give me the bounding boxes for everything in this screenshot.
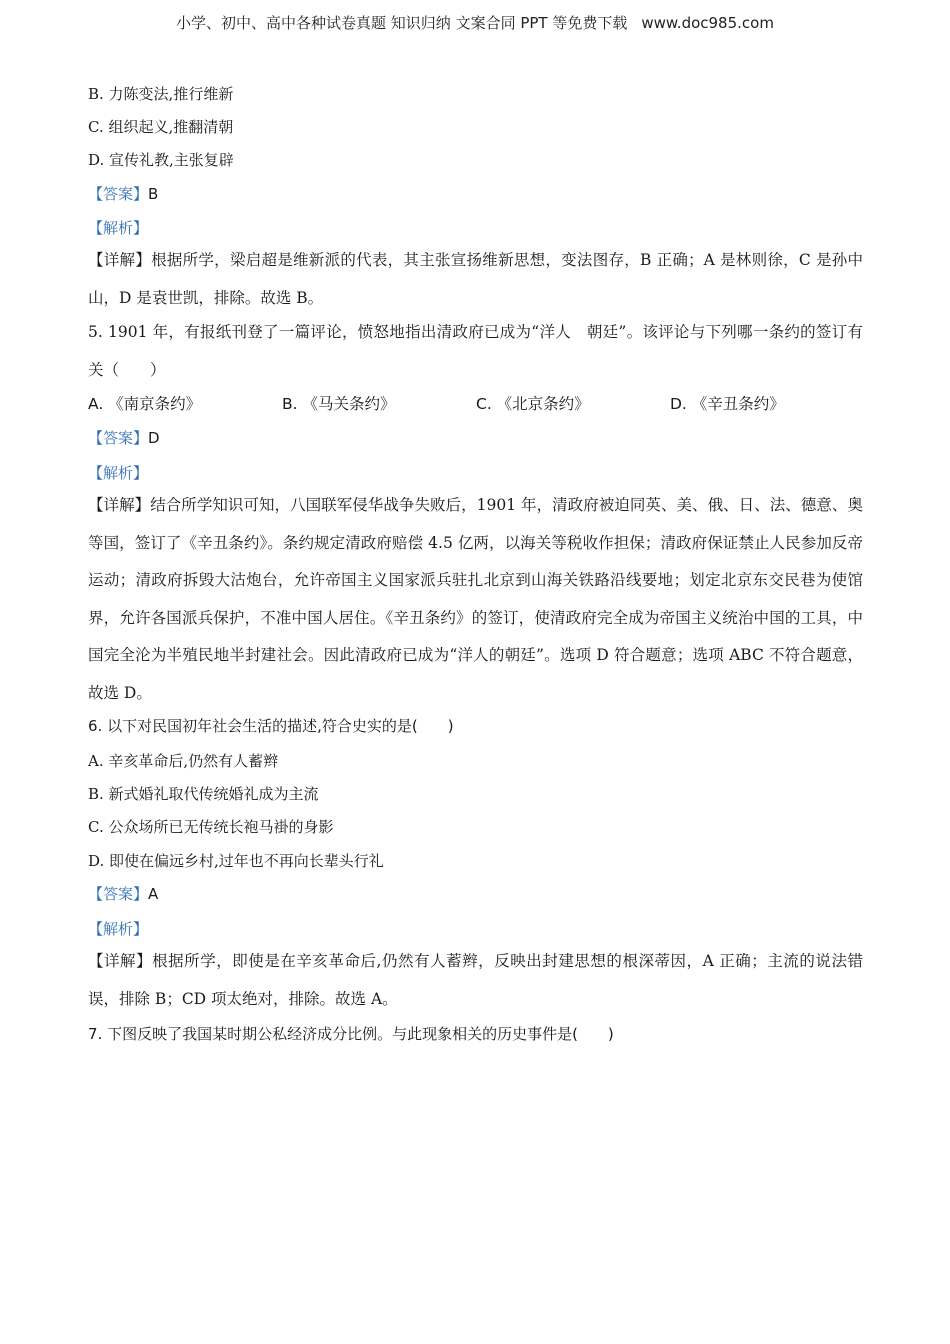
q6-option-b: B. 新式婚礼取代传统婚礼成为主流 <box>88 785 319 803</box>
q4-analysis-label: 【解析】 <box>88 219 149 237</box>
q5-option-c: C. 《北京条约》 <box>476 395 590 413</box>
detail-label: 【详解】 <box>88 251 152 269</box>
answer-label: 【答案】 <box>88 885 149 903</box>
detail-label: 【详解】 <box>88 952 153 970</box>
q7-question: 7. 下图反映了我国某时期公私经济成分比例。与此现象相关的历史事件是( ) <box>88 1025 614 1043</box>
q5-question: 5. 1901 年，有报纸刊登了一篇评论，愤怒地指出清政府已成为“洋人 朝廷”。该评论与下列哪一条约的签订有关（ ） <box>88 323 863 379</box>
q6-option-c: C. 公众场所已无传统长袍马褂的身影 <box>88 818 334 836</box>
q6-option-a: A. 辛亥革命后,仍然有人蓄辫 <box>88 752 279 770</box>
answer-label: 【答案】 <box>88 185 149 203</box>
detail-label: 【详解】 <box>88 496 151 514</box>
q4-option-d: D. 宣传礼教,主张复辟 <box>88 151 234 169</box>
q4-detail <box>88 242 863 317</box>
detail-text: 根据所学，即使是在辛亥革命后,仍然有人蓄辫，反映出封建思想的根深蒂因，A 正确；主流的说法错误，排除 B；CD 项太绝对，排除。故选 A。 <box>88 952 863 1008</box>
q6-option-d: D. 即使在偏远乡村,过年也不再向长辈头行礼 <box>88 852 384 870</box>
q4-answer <box>88 184 158 204</box>
q5-option-a: A. 《南京条约》 <box>88 395 202 413</box>
q5-option-b: B. 《马关条约》 <box>282 395 396 413</box>
header-url[interactable]: www.doc985.com <box>641 14 774 32</box>
q5-analysis-label: 【解析】 <box>88 464 149 482</box>
q6-question: 6. 以下对民国初年社会生活的描述,符合史实的是( ) <box>88 717 454 735</box>
page-header <box>0 12 950 33</box>
answer-value: D <box>148 429 160 447</box>
q5-option-d: D. 《辛丑条约》 <box>670 395 785 413</box>
q5-detail <box>88 487 863 712</box>
q6-detail <box>88 943 863 1018</box>
q6-answer <box>88 884 158 904</box>
q6-analysis-label: 【解析】 <box>88 920 149 938</box>
answer-value: A <box>148 885 159 903</box>
detail-text: 结合所学知识可知，八国联军侵华战争失败后，1901 年，清政府被迫同英、美、俄、日、法、德意、奥等国，签订了《辛丑条约》。条约规定清政府赔偿 4.5 亿两，以海关等税收作担保；清政府保证禁止人民参加反帝运动；清政府拆毁大沽炮台，允许帝国主义国家派兵驻扎北京到山海关铁路沿线要地；划定北京东交民巷为使馆界，允许各国派兵保护，不准中国人居住。《辛丑条约》的签订，使清政府完全成为帝国主义统治中国的工具，中国完全沦为半殖民地半封建社会。因此清政府已成为“洋人的朝廷”。选项 D 符合题意；选项 ABC 不符合题意，故选 D。 <box>88 496 863 702</box>
q4-option-c: C. 组织起义,推翻清朝 <box>88 118 234 136</box>
answer-value: B <box>148 185 159 203</box>
q4-option-b: B. 力陈变法,推行维新 <box>88 85 234 103</box>
answer-label: 【答案】 <box>88 429 149 447</box>
header-text: 小学、初中、高中各种试卷真题 知识归纳 文案合同 PPT 等免费下载 <box>176 14 628 32</box>
detail-text: 根据所学，梁启超是维新派的代表，其主张宣扬维新思想，变法图存，B 正确；A 是林则徐，C 是孙中山，D 是袁世凯，排除。故选 B。 <box>88 251 863 307</box>
q5-answer <box>88 428 160 448</box>
